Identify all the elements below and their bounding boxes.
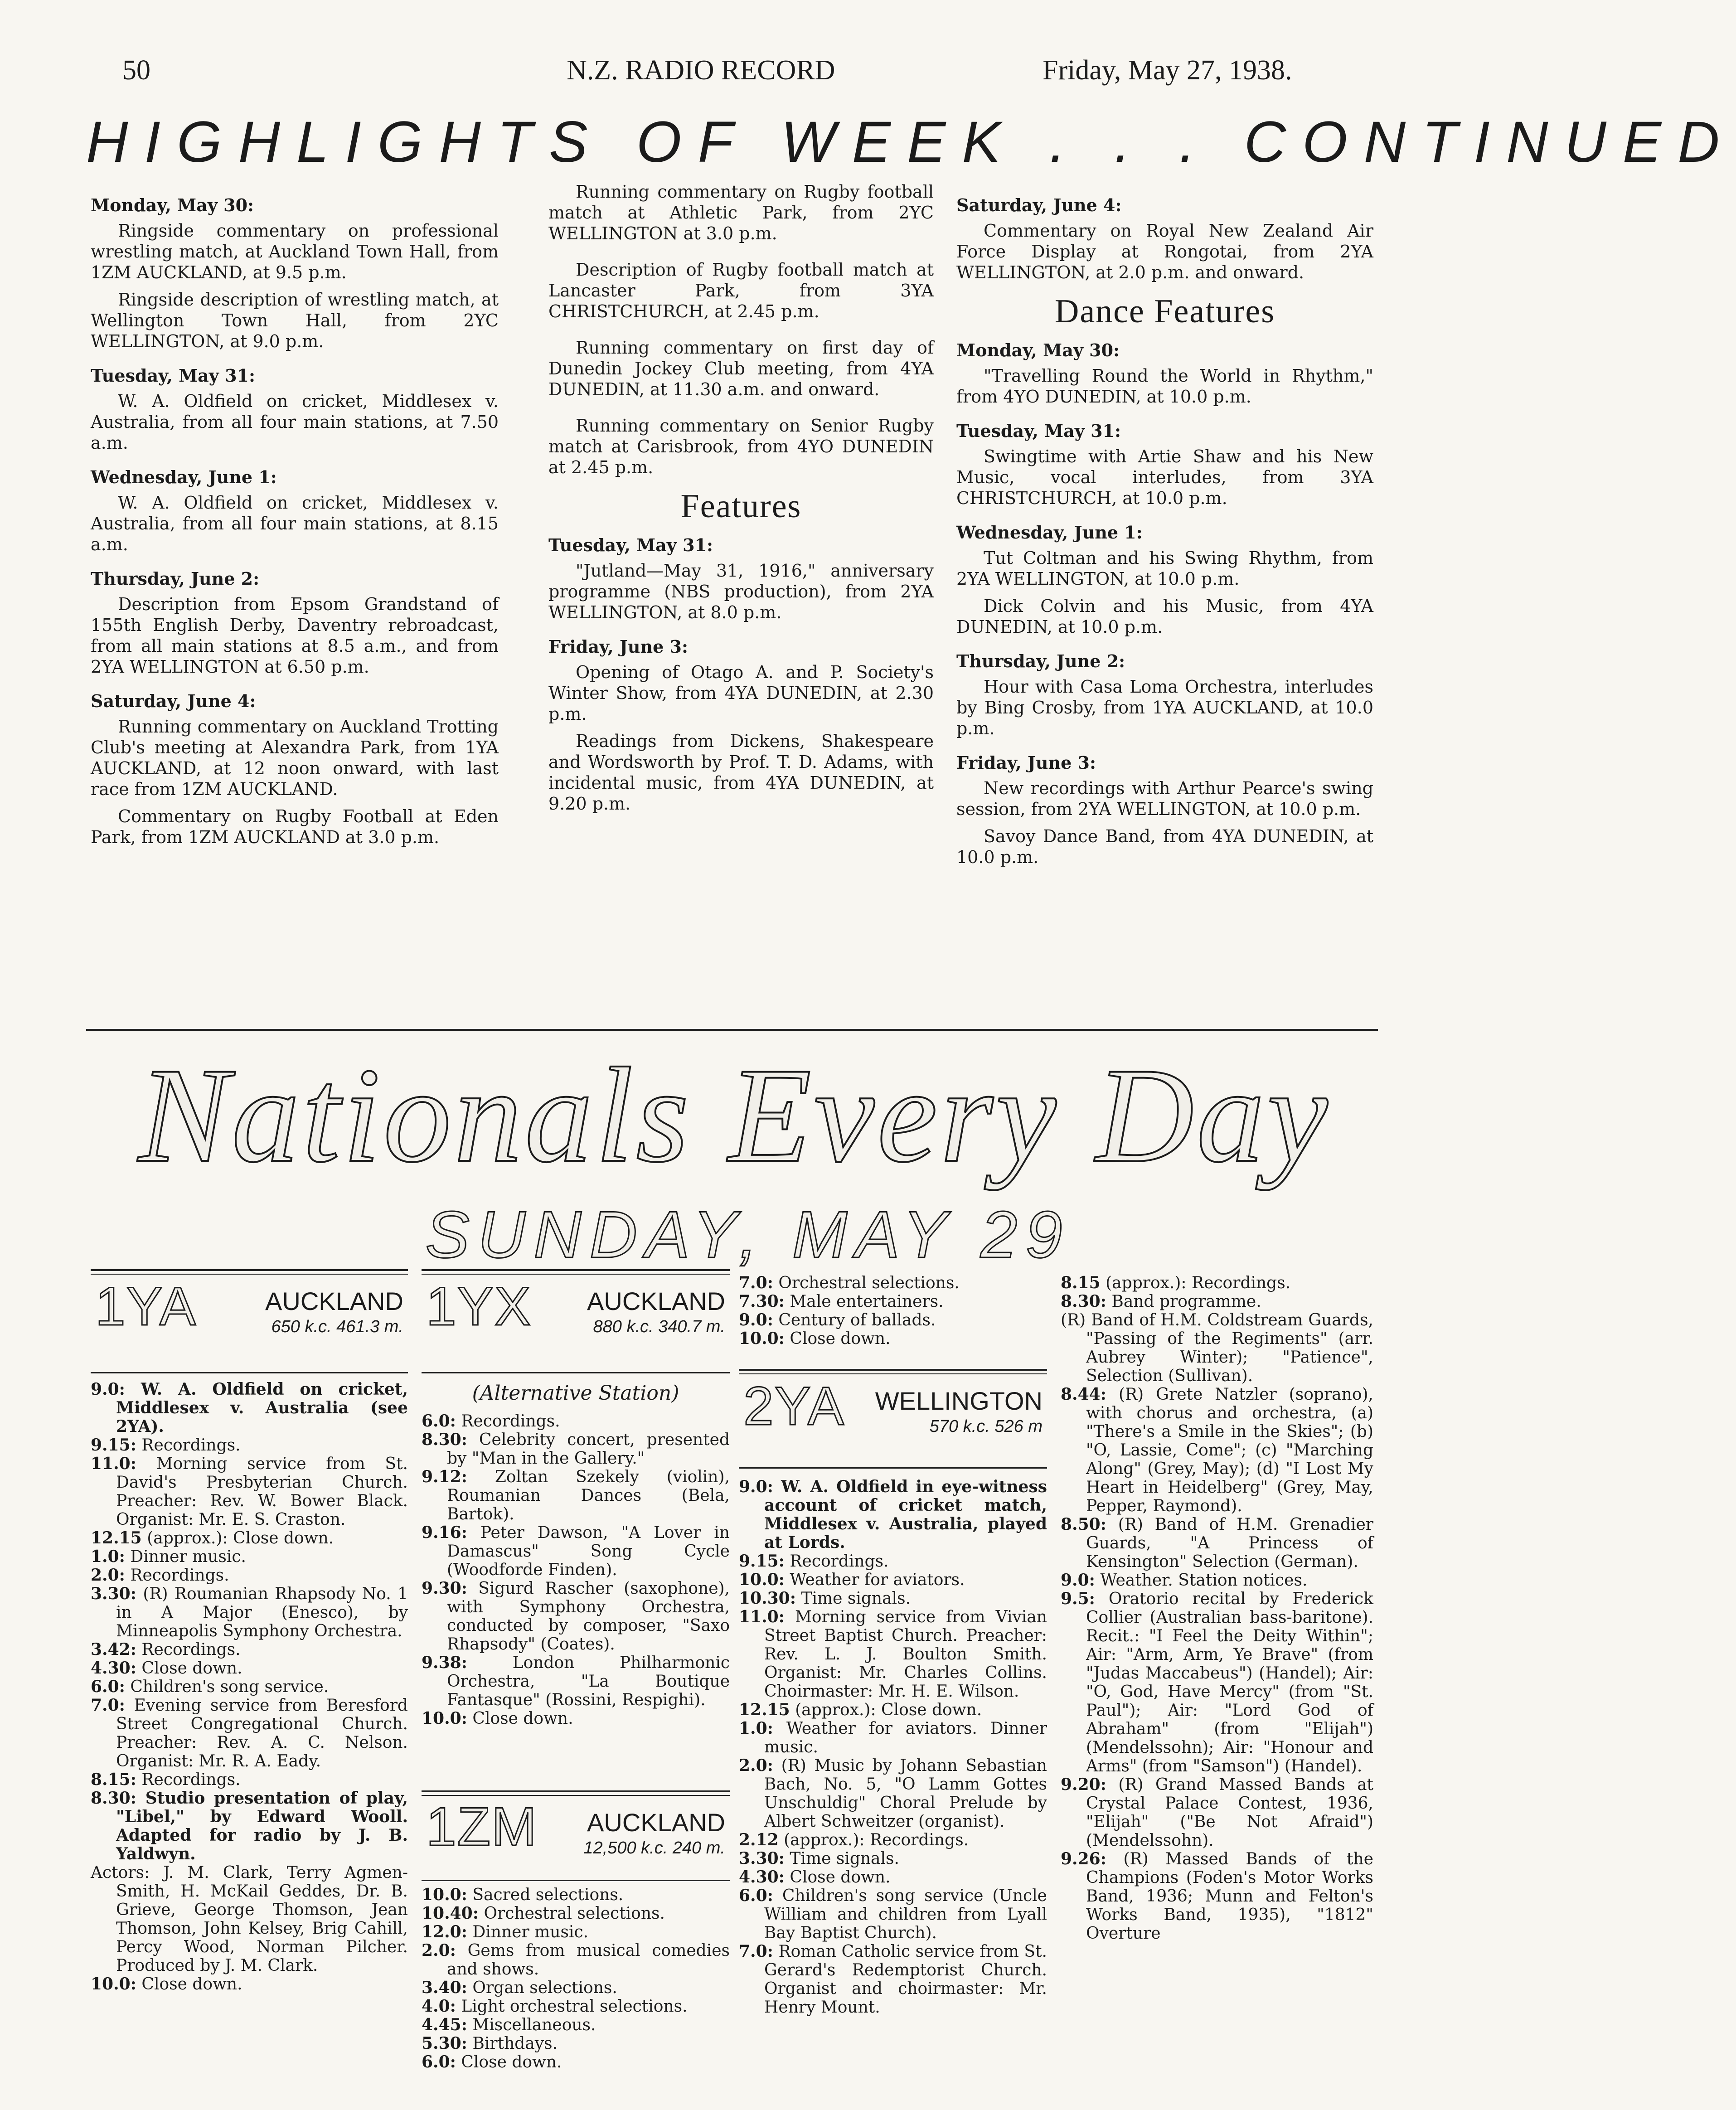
- programme-text: Morning service from St. David's Presbyterian Church. Preacher: Rev. W. Bower Black. Organist: Mr. E. S. Craston.: [116, 1455, 408, 1529]
- programme-text: Studio presentation of play, "Libel," by Edward Wooll. Adapted for radio by J. B. Yaldwyn.: [116, 1789, 408, 1863]
- programme-text: Oratorio recital by Frederick Collier (Australian bass-baritone). Recit.: "I Feel the Deity Within"; Air: "Arm, Arm, Ye Brave" (from "Judas Maccabeus") (Handel); Air: "O, God, Have Mercy" (from "St. Paul"); Air: "Lord God of Abraham" (from "Elijah") (Mendelssohn); Air: "Honour and Arms" (from "Samson") (Handel).: [1086, 1590, 1373, 1775]
- programme-entry: [91, 1529, 408, 1547]
- section-divider: [86, 1029, 1378, 1031]
- highlights-title: HIGHLIGHTS OF WEEK . . . CONTINUED: [86, 110, 1736, 175]
- programme-entry: [1061, 1292, 1373, 1311]
- programme-entry: [91, 1547, 408, 1566]
- programme-entry: [1061, 1590, 1373, 1775]
- highlight-item: Readings from Dickens, Shakespeare and Wordsworth by Prof. T. D. Adams, with incidental music, from 4YA DUNEDIN, at 9.20 p.m.: [548, 731, 934, 814]
- programme-time: 1.0:: [91, 1547, 125, 1566]
- programme-entry: [739, 1719, 1047, 1756]
- publication-title: N.Z. RADIO RECORD: [567, 55, 835, 86]
- highlights-column-3: [956, 181, 1373, 874]
- programme-text: Weather. Station notices.: [1100, 1571, 1308, 1590]
- programme-text: Recordings.: [461, 1412, 560, 1431]
- saturday-list: [956, 195, 1373, 283]
- programme-entry: [739, 1292, 1047, 1311]
- programme-text: (R) Grete Natzler (soprano), with chorus and orchestra, (a) "There's a Smile in the Skies"; (b) "O, Lassie, Come"; (c) "Marching Along" (Grey, May); (d) "I Lost My Heart in Heidelberg" (Grey, May, Pepper, Raymond).: [1086, 1385, 1373, 1515]
- programme-time: 3.30:: [739, 1849, 785, 1868]
- programme-entry: [422, 1941, 730, 1979]
- programme-text: Zoltan Szekely (violin), Roumanian Dances (Bela, Bartok).: [447, 1468, 730, 1523]
- station-1yx-city: AUCKLAND: [587, 1287, 725, 1315]
- programme-text: Recordings.: [141, 1770, 241, 1789]
- programme-time: 9.0:: [1061, 1571, 1095, 1590]
- programme-time: 7.30:: [739, 1292, 785, 1311]
- programme-entry: [422, 1523, 730, 1579]
- programme-text: Recordings.: [141, 1640, 241, 1659]
- programme-text: (approx.): Recordings.: [1106, 1274, 1291, 1292]
- highlight-item: Running commentary on Auckland Trotting Club's meeting at Alexandra Park, from 1YA AUCKLAND, at 12 noon onward, with last race from 1ZM AUCKLAND.: [91, 717, 499, 799]
- programme-text: (R) Grand Massed Bands at Crystal Palace Contest, 1936, "Elijah" ("Be Not Afraid") (Mendelssohn).: [1086, 1775, 1373, 1850]
- programme-time: 2.12: [739, 1830, 779, 1849]
- programme-time: 4.30:: [91, 1659, 136, 1678]
- programme-time: 6.0:: [739, 1886, 773, 1905]
- programme-time: 2.0:: [739, 1756, 773, 1775]
- highlight-item: Commentary on Royal New Zealand Air Force Display at Rongotai, from 2YA WELLINGTON, at 2.0 p.m. and onward.: [956, 221, 1373, 282]
- programme-entry: [91, 1566, 408, 1585]
- programme-1zm: [422, 1886, 730, 2071]
- programme-entry: [422, 1431, 730, 1468]
- highlight-item: Hour with Casa Loma Orchestra, interludes by Bing Crosby, from 1YA AUCKLAND, at 10.0 p.m.: [956, 677, 1373, 738]
- highlight-item: Opening of Otago A. and P. Society's Winter Show, from 4YA DUNEDIN, at 2.30 p.m.: [548, 662, 934, 724]
- programme-time: 9.0:: [739, 1310, 773, 1329]
- highlight-item: Savoy Dance Band, from 4YA DUNEDIN, at 10.0 p.m.: [956, 826, 1373, 867]
- programme-time: 7.0:: [739, 1942, 773, 1961]
- programme-time: 10.40:: [422, 1904, 479, 1923]
- programme-text: Sigurd Rascher (saxophone), with Symphony Orchestra, conducted by composer, "Saxo Rhapsody" (Coates).: [447, 1579, 730, 1654]
- programme-entry: [422, 1997, 730, 2016]
- highlight-item: Running commentary on Senior Rugby match at Carisbrook, from 4YO DUNEDIN at 2.45 p.m.: [548, 416, 934, 477]
- highlight-item: Ringside commentary on professional wrestling match, at Auckland Town Hall, from 1ZM AUCKLAND, at 9.5 p.m.: [91, 221, 499, 282]
- programme-1yx: [422, 1412, 730, 1728]
- programme-entry: [91, 1678, 408, 1696]
- programme-time: 8.30:: [422, 1430, 467, 1449]
- programme-text: Century of ballads.: [778, 1311, 936, 1329]
- programme-time: 12.15: [739, 1700, 790, 1719]
- programme-text: Miscellaneous.: [472, 2016, 596, 2034]
- programme-time: 11.0:: [739, 1607, 785, 1626]
- programme-time: 9.0:: [739, 1477, 773, 1496]
- programme-entry: [422, 2016, 730, 2034]
- programme-time: 9.0:: [91, 1380, 125, 1399]
- highlight-item: Dick Colvin and his Music, from 4YA DUNEDIN, at 10.0 p.m.: [956, 596, 1373, 637]
- programme-time: 7.0:: [91, 1696, 125, 1715]
- programme-time: 9.38:: [422, 1653, 467, 1672]
- programme-text: Time signals.: [790, 1849, 899, 1868]
- programme-time: 11.0:: [91, 1454, 136, 1473]
- programme-entry: [422, 1923, 730, 1941]
- programme-text: W. A. Oldfield on cricket, Middlesex v. Australia (see 2YA).: [116, 1380, 408, 1436]
- programme-time: 8.50:: [1061, 1515, 1106, 1534]
- programme-time: 2.0:: [91, 1566, 125, 1585]
- programme-time: 12.0:: [422, 1922, 467, 1941]
- day-heading: Friday, June 3:: [548, 636, 688, 657]
- programme-entry: [422, 1654, 730, 1709]
- programme-time: 3.30:: [91, 1584, 136, 1603]
- programme-text: Recordings.: [130, 1566, 229, 1585]
- programme-time: 4.30:: [739, 1867, 785, 1887]
- highlights-column-2: [548, 181, 934, 820]
- programme-entry: [422, 1468, 730, 1523]
- programme-text: Time signals.: [801, 1589, 911, 1608]
- day-heading: Tuesday, May 31:: [548, 535, 713, 555]
- programme-time: 2.0:: [422, 1941, 456, 1960]
- day-heading: Monday, May 30:: [91, 195, 254, 215]
- programme-time: 9.15:: [739, 1552, 785, 1571]
- programme-entry: [1061, 1775, 1373, 1850]
- programme-entry: [422, 1709, 730, 1728]
- programme-time: 8.30:: [1061, 1292, 1106, 1311]
- programme-text: Close down.: [790, 1868, 891, 1887]
- programme-time: 9.20:: [1061, 1775, 1106, 1794]
- highlight-item: "Jutland—May 31, 1916," anniversary programme (NBS production), from 2YA WELLINGTON, at 8.0 p.m.: [548, 561, 934, 622]
- programme-text: Weather for aviators. Dinner music.: [764, 1719, 1047, 1756]
- programme-entry: [91, 1585, 408, 1640]
- station-2ya-header: [739, 1369, 1047, 1469]
- programme-time: 10.0:: [739, 1570, 785, 1589]
- highlight-item: New recordings with Arthur Pearce's swing session, from 2YA WELLINGTON, at 10.0 p.m.: [956, 778, 1373, 819]
- programme-1yx-continued: [739, 1274, 1047, 1348]
- programme-text: Close down.: [472, 1709, 573, 1728]
- day-heading: Tuesday, May 31:: [91, 365, 255, 386]
- station-1zm-call: 1ZM: [426, 1796, 538, 1857]
- programme-entry: [739, 1849, 1047, 1868]
- programme-time: 6.0:: [91, 1677, 125, 1696]
- programme-text: (R) Band of H.M. Grenadier Guards, "A Princess of Kensington" Selection (German).: [1086, 1515, 1373, 1571]
- programme-text: Band programme.: [1111, 1292, 1261, 1311]
- programme-entry: [1061, 1385, 1373, 1515]
- page-number: 50: [122, 55, 150, 86]
- day-heading: Thursday, June 2:: [956, 651, 1125, 671]
- nationals-every-day-title: Nationals Every Day: [138, 1040, 1331, 1190]
- day-heading: Saturday, June 4:: [91, 691, 256, 711]
- station-1yx-freq: 880 k.c. 340.7 m.: [593, 1317, 725, 1336]
- day-heading: Friday, June 3:: [956, 752, 1096, 773]
- programme-1ya: [91, 1380, 408, 1994]
- day-heading: Saturday, June 4:: [956, 195, 1122, 215]
- programme-text: Recordings.: [141, 1436, 241, 1455]
- programme-text: Weather for aviators.: [790, 1571, 965, 1589]
- day-heading: Wednesday, June 1:: [956, 522, 1143, 543]
- highlight-item: Running commentary on Rugby football match at Athletic Park, from 2YC WELLINGTON at 3.0 p.m.: [548, 182, 934, 243]
- programme-entry: [422, 1979, 730, 1997]
- station-1zm-freq: 12,500 k.c. 240 m.: [583, 1838, 725, 1858]
- programme-text: Organ selections.: [472, 1979, 617, 1997]
- programme-text: Close down.: [461, 2053, 562, 2071]
- programme-time: 8.30:: [91, 1789, 136, 1808]
- programme-entry: [739, 1311, 1047, 1329]
- programme-text: (R) Massed Bands of the Champions (Foden's Motor Works Band, 1936; Munn and Felton's Works Band, 1935), "1812" Overture: [1086, 1850, 1373, 1943]
- programme-text: Close down.: [141, 1659, 242, 1678]
- programme-entry: [422, 1886, 730, 1904]
- programme-2ya-continued: [1061, 1274, 1373, 1943]
- programme-text: Actors: J. M. Clark, Terry Agmen-Smith, H. McKail Geddes, Dr. B. Grieve, George Thomson, Jean Thomson, John Kelsey, Brig Cahill, Percy Wood, Norman Pilcher. Produced by J. M. Clark.: [91, 1863, 408, 1975]
- day-heading: Monday, May 30:: [956, 340, 1120, 360]
- programme-entry: [91, 1975, 408, 1994]
- station-1zm-header: [422, 1790, 730, 1881]
- programme-time: 8.44:: [1061, 1385, 1106, 1404]
- programme-text: Dinner music.: [130, 1547, 246, 1566]
- highlight-item: Tut Coltman and his Swing Rhythm, from 2YA WELLINGTON, at 10.0 p.m.: [956, 548, 1373, 589]
- highlight-item: Description from Epsom Grandstand of 155th English Derby, Daventry rebroadcast, from all main stations at 8.5 a.m., and from 2YA WELLINGTON at 6.50 p.m.: [91, 594, 499, 677]
- day-heading: Thursday, June 2:: [91, 568, 260, 589]
- programme-entry: [739, 1868, 1047, 1887]
- programme-time: 10.0:: [422, 1885, 467, 1904]
- highlight-item: Commentary on Rugby Football at Eden Park, from 1ZM AUCKLAND at 3.0 p.m.: [91, 806, 499, 847]
- programme-text: Recordings.: [790, 1552, 889, 1571]
- programme-time: 9.12:: [422, 1467, 467, 1486]
- programme-entry: [739, 1756, 1047, 1831]
- programme-time: 9.30:: [422, 1579, 467, 1598]
- programme-entry: [739, 1831, 1047, 1849]
- programme-time: 9.5:: [1061, 1589, 1095, 1608]
- programme-text: (R) Band of H.M. Coldstream Guards, "Passing of the Regiments" (arr. Aubrey Winter); "Patience", Selection (Sullivan).: [1061, 1311, 1373, 1385]
- programme-text: Roman Catholic service from St. Gerard's Redemptorist Church. Organist and choirmaster: Mr. Henry Mount.: [764, 1942, 1047, 2017]
- programme-entry: [739, 1552, 1047, 1571]
- programme-time: 9.26:: [1061, 1849, 1106, 1868]
- programme-text: Sacred selections.: [472, 1886, 624, 1904]
- programme-entry: [422, 2034, 730, 2053]
- programme-text: Celebrity concert, presented by "Man in the Gallery.": [447, 1431, 730, 1468]
- programme-entry: [422, 2053, 730, 2071]
- programme-entry: [91, 1380, 408, 1436]
- programme-time: 8.15:: [91, 1770, 136, 1789]
- programme-time: 7.0:: [739, 1273, 773, 1292]
- programme-text: (approx.): Close down.: [795, 1701, 982, 1719]
- programme-text: Orchestral selections.: [778, 1274, 960, 1292]
- programme-entry: [739, 1274, 1047, 1292]
- sunday-date-title: SUNDAY, MAY 29: [425, 1198, 1071, 1271]
- programme-entry: [422, 1904, 730, 1923]
- highlight-item: W. A. Oldfield on cricket, Middlesex v. Australia, from all four main stations, at 8.15 a.m.: [91, 493, 499, 554]
- programme-2ya: [739, 1478, 1047, 2017]
- programme-time: 6.0:: [422, 1412, 456, 1431]
- programme-time: 10.0:: [422, 1709, 467, 1728]
- issue-date: Friday, May 27, 1938.: [1043, 55, 1292, 86]
- programme-entry: [91, 1863, 408, 1975]
- programme-time: 4.45:: [422, 2015, 467, 2034]
- station-1ya-freq: 650 k.c. 461.3 m.: [271, 1317, 403, 1336]
- station-1ya-header: [91, 1269, 408, 1373]
- highlight-item: Description of Rugby football match at Lancaster Park, from 3YA CHRISTCHURCH, at 2.45 p.m.: [548, 260, 934, 321]
- programme-text: London Philharmonic Orchestra, "La Boutique Fantasque" (Rossini, Respighi).: [447, 1654, 730, 1709]
- highlight-item: "Travelling Round the World in Rhythm," from 4YO DUNEDIN, at 10.0 p.m.: [956, 366, 1373, 407]
- programme-time: 9.15:: [91, 1436, 136, 1455]
- programme-entry: [1061, 1571, 1373, 1590]
- programme-time: 3.40:: [422, 1978, 467, 1997]
- programme-entry: [739, 1942, 1047, 2017]
- programme-entry: [739, 1478, 1047, 1552]
- programme-text: Gems from musical comedies and shows.: [447, 1941, 730, 1979]
- programme-entry: [91, 1770, 408, 1789]
- day-heading: Wednesday, June 1:: [91, 467, 277, 487]
- station-1ya-city: AUCKLAND: [265, 1287, 403, 1315]
- programme-entry: [1061, 1850, 1373, 1943]
- station-2ya-city: WELLINGTON: [875, 1387, 1043, 1415]
- programme-time: 10.0:: [91, 1974, 136, 1994]
- programme-text: Birthdays.: [472, 2034, 558, 2053]
- programme-entry: [739, 1589, 1047, 1608]
- highlight-item: W. A. Oldfield on cricket, Middlesex v. Australia, from all four main stations, at 7.50 a.m.: [91, 391, 499, 453]
- highlight-item: Swingtime with Artie Shaw and his New Music, vocal interludes, from 3YA CHRISTCHURCH, at 10.0 p.m.: [956, 446, 1373, 508]
- rugby-items: [548, 181, 934, 478]
- programme-text: (R) Roumanian Rhapsody No. 1 in A Major (Enesco), by Minneapolis Symphony Orchestra.: [116, 1585, 408, 1640]
- programme-entry: [1061, 1274, 1373, 1292]
- station-1ya-call: 1YA: [95, 1276, 197, 1337]
- features-heading: Features: [680, 488, 802, 525]
- programme-text: Children's song service.: [130, 1678, 329, 1696]
- programme-text: W. A. Oldfield in eye-witness account of cricket match, Middlesex v. Australia, played at Lords.: [764, 1477, 1047, 1552]
- programme-text: Close down.: [141, 1975, 242, 1994]
- programme-time: 10.30:: [739, 1589, 796, 1608]
- programme-entry: [422, 1412, 730, 1431]
- programme-entry: [1061, 1311, 1373, 1385]
- programme-entry: [739, 1608, 1047, 1701]
- programme-time: 12.15: [91, 1528, 142, 1547]
- programme-text: Light orchestral selections.: [461, 1997, 688, 2016]
- programme-time: 3.42:: [91, 1640, 136, 1659]
- station-1zm-city: AUCKLAND: [587, 1808, 725, 1837]
- programme-entry: [91, 1659, 408, 1678]
- programme-time: 6.0:: [422, 2052, 456, 2071]
- programme-text: Peter Dawson, "A Lover in Damascus" Song Cycle (Woodforde Finden).: [447, 1523, 730, 1579]
- programme-entry: [1061, 1515, 1373, 1571]
- programme-text: (approx.): Close down.: [147, 1529, 334, 1547]
- programme-text: Morning service from Vivian Street Baptist Church. Preacher: Rev. L. J. Boulton Smith. Organist: Mr. Charles Collins. Choirmaster: Mr. H. E. Wilson.: [764, 1608, 1047, 1701]
- programme-entry: [739, 1329, 1047, 1348]
- programme-text: Children's song service (Uncle William and children from Lyall Bay Baptist Church).: [764, 1887, 1047, 1942]
- highlights-column-1: [91, 181, 499, 854]
- programme-entry: [739, 1701, 1047, 1719]
- programme-text: (approx.): Recordings.: [784, 1831, 969, 1849]
- station-2ya-freq: 570 k.c. 526 m: [929, 1417, 1043, 1436]
- programme-time: 9.16:: [422, 1523, 467, 1542]
- programme-text: Evening service from Beresford Street Congregational Church. Preacher: Rev. A. C. Nelson. Organist: Mr. R. A. Eady.: [116, 1696, 408, 1770]
- station-1yx-call: 1YX: [426, 1276, 532, 1337]
- programme-entry: [91, 1696, 408, 1770]
- programme-entry: [422, 1579, 730, 1654]
- programme-text: Close down.: [790, 1329, 891, 1348]
- programme-time: 10.0:: [739, 1329, 785, 1348]
- dance-list: [956, 340, 1373, 868]
- programme-text: (R) Music by Johann Sebastian Bach, No. 5, "O Lamm Gottes Unschuldig" Choral Prelude by Albert Schweitzer (organist).: [764, 1756, 1047, 1831]
- programme-text: Orchestral selections.: [484, 1904, 665, 1923]
- highlight-item: Running commentary on first day of Dunedin Jockey Club meeting, from 4YA DUNEDIN, at 11.30 a.m. and onward.: [548, 338, 934, 399]
- day-heading: Tuesday, May 31:: [956, 421, 1121, 441]
- programme-time: 8.15: [1061, 1273, 1101, 1292]
- highlight-item: Ringside description of wrestling match, at Wellington Town Hall, from 2YC WELLINGTON, at 9.0 p.m.: [91, 290, 499, 351]
- programme-text: Dinner music.: [472, 1923, 589, 1941]
- programme-time: 1.0:: [739, 1719, 773, 1738]
- station-2ya-call: 2YA: [743, 1376, 845, 1436]
- programme-entry: [91, 1789, 408, 1863]
- programme-text: Male entertainers.: [790, 1292, 944, 1311]
- programme-entry: [739, 1571, 1047, 1589]
- alternative-station-note: (Alternative Station): [472, 1382, 679, 1405]
- programme-entry: [91, 1455, 408, 1529]
- programme-entry: [739, 1887, 1047, 1942]
- dance-features-heading: Dance Features: [1054, 293, 1275, 330]
- programme-entry: [91, 1436, 408, 1455]
- programme-time: 5.30:: [422, 2034, 467, 2053]
- features-list: [548, 535, 934, 814]
- station-1yx-header: [422, 1269, 730, 1373]
- programme-time: 4.0:: [422, 1997, 456, 2016]
- programme-entry: [91, 1640, 408, 1659]
